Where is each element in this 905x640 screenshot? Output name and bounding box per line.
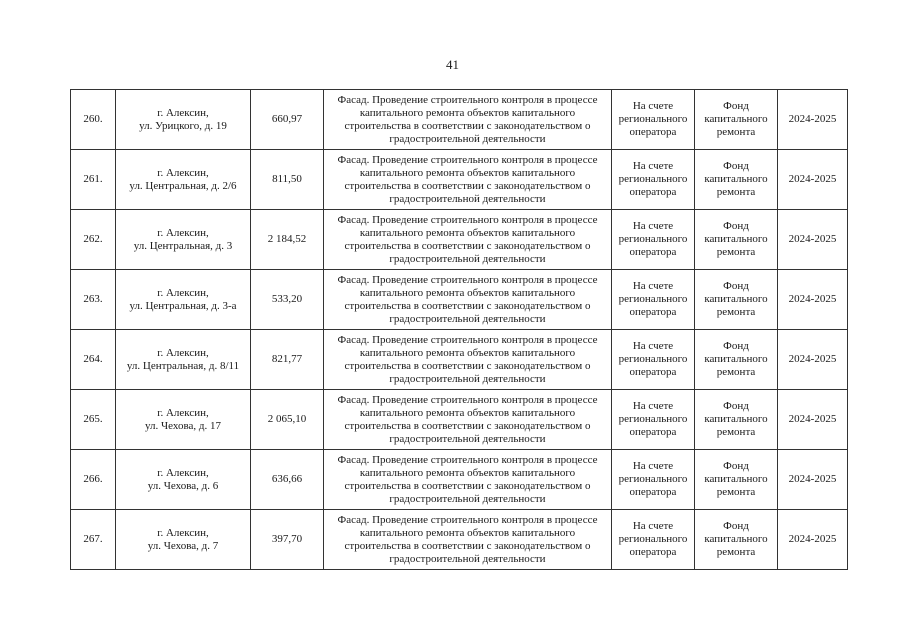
account-cell: На счете регионального оператора: [612, 150, 695, 210]
period-cell: 2024-2025: [778, 150, 848, 210]
fund-cell: Фонд капитального ремонта: [695, 450, 778, 510]
row-number-cell: 266.: [71, 450, 116, 510]
period-cell: 2024-2025: [778, 390, 848, 450]
address-city: г. Алексин,: [157, 526, 209, 539]
address-street: ул. Центральная, д. 2/6: [129, 179, 237, 192]
address-city: г. Алексин,: [157, 466, 209, 479]
area-cell: 636,66: [251, 450, 324, 510]
account-cell: На счете регионального оператора: [612, 510, 695, 570]
row-number-cell: 267.: [71, 510, 116, 570]
address-cell: [116, 210, 251, 270]
account-cell: На счете регионального оператора: [612, 390, 695, 450]
area-cell: 811,50: [251, 150, 324, 210]
address-street: ул. Центральная, д. 8/11: [126, 359, 240, 372]
table-row: [71, 390, 848, 450]
account-cell: На счете регионального оператора: [612, 210, 695, 270]
period-cell: 2024-2025: [778, 450, 848, 510]
table-row: [71, 210, 848, 270]
row-number-cell: 265.: [71, 390, 116, 450]
address-street: ул. Чехова, д. 17: [144, 419, 221, 432]
table-row: [71, 90, 848, 150]
table-row: [71, 150, 848, 210]
table-row: [71, 510, 848, 570]
address-street: ул. Урицкого, д. 19: [139, 119, 227, 132]
area-cell: 2 184,52: [251, 210, 324, 270]
table-row: [71, 270, 848, 330]
account-cell: На счете регионального оператора: [612, 270, 695, 330]
address-city: г. Алексин,: [157, 406, 209, 419]
address-cell: [116, 390, 251, 450]
fund-cell: Фонд капитального ремонта: [695, 330, 778, 390]
table-row: [71, 450, 848, 510]
address-street: ул. Чехова, д. 6: [147, 479, 219, 492]
period-cell: 2024-2025: [778, 90, 848, 150]
work-description-cell: Фасад. Проведение строительного контроля в процессе капитального ремонта объектов капитального строительства в соответствии с законодательством о градостроительной деятельности: [324, 210, 612, 270]
row-number-cell: 262.: [71, 210, 116, 270]
address-street: ул. Центральная, д. 3: [133, 239, 233, 252]
work-description-cell: Фасад. Проведение строительного контроля в процессе капитального ремонта объектов капитального строительства в соответствии с законодательством о градостроительной деятельности: [324, 150, 612, 210]
period-cell: 2024-2025: [778, 510, 848, 570]
row-number-cell: 263.: [71, 270, 116, 330]
fund-cell: Фонд капитального ремонта: [695, 210, 778, 270]
account-cell: На счете регионального оператора: [612, 450, 695, 510]
period-cell: 2024-2025: [778, 270, 848, 330]
table-row: [71, 330, 848, 390]
work-description-cell: Фасад. Проведение строительного контроля в процессе капитального ремонта объектов капитального строительства в соответствии с законодательством о градостроительной деятельности: [324, 270, 612, 330]
area-cell: 397,70: [251, 510, 324, 570]
area-cell: 2 065,10: [251, 390, 324, 450]
fund-cell: Фонд капитального ремонта: [695, 510, 778, 570]
fund-cell: Фонд капитального ремонта: [695, 150, 778, 210]
area-cell: 660,97: [251, 90, 324, 150]
work-description-cell: Фасад. Проведение строительного контроля в процессе капитального ремонта объектов капитального строительства в соответствии с законодательством о градостроительной деятельности: [324, 510, 612, 570]
period-cell: 2024-2025: [778, 330, 848, 390]
period-cell: 2024-2025: [778, 210, 848, 270]
work-description-cell: Фасад. Проведение строительного контроля в процессе капитального ремонта объектов капитального строительства в соответствии с законодательством о градостроительной деятельности: [324, 330, 612, 390]
address-street: ул. Чехова, д. 7: [147, 539, 219, 552]
table-body: [71, 90, 848, 570]
address-cell: [116, 90, 251, 150]
row-number-cell: 261.: [71, 150, 116, 210]
address-city: г. Алексин,: [157, 346, 209, 359]
address-city: г. Алексин,: [157, 166, 209, 179]
address-street: ул. Центральная, д. 3-а: [129, 299, 237, 312]
address-cell: [116, 270, 251, 330]
account-cell: На счете регионального оператора: [612, 330, 695, 390]
fund-cell: Фонд капитального ремонта: [695, 270, 778, 330]
work-description-cell: Фасад. Проведение строительного контроля в процессе капитального ремонта объектов капитального строительства в соответствии с законодательством о градостроительной деятельности: [324, 90, 612, 150]
page-number: 41: [446, 57, 459, 72]
work-description-cell: Фасад. Проведение строительного контроля в процессе капитального ремонта объектов капитального строительства в соответствии с законодательством о градостроительной деятельности: [324, 450, 612, 510]
row-number-cell: 260.: [71, 90, 116, 150]
address-city: г. Алексин,: [157, 226, 209, 239]
address-city: г. Алексин,: [157, 286, 209, 299]
row-number-cell: 264.: [71, 330, 116, 390]
address-city: г. Алексин,: [157, 106, 209, 119]
area-cell: 533,20: [251, 270, 324, 330]
repair-registry-table: [70, 89, 848, 570]
address-cell: [116, 330, 251, 390]
fund-cell: Фонд капитального ремонта: [695, 390, 778, 450]
address-cell: [116, 450, 251, 510]
account-cell: На счете регионального оператора: [612, 90, 695, 150]
work-description-cell: Фасад. Проведение строительного контроля в процессе капитального ремонта объектов капитального строительства в соответствии с законодательством о градостроительной деятельности: [324, 390, 612, 450]
fund-cell: Фонд капитального ремонта: [695, 90, 778, 150]
address-cell: [116, 150, 251, 210]
area-cell: 821,77: [251, 330, 324, 390]
address-cell: [116, 510, 251, 570]
